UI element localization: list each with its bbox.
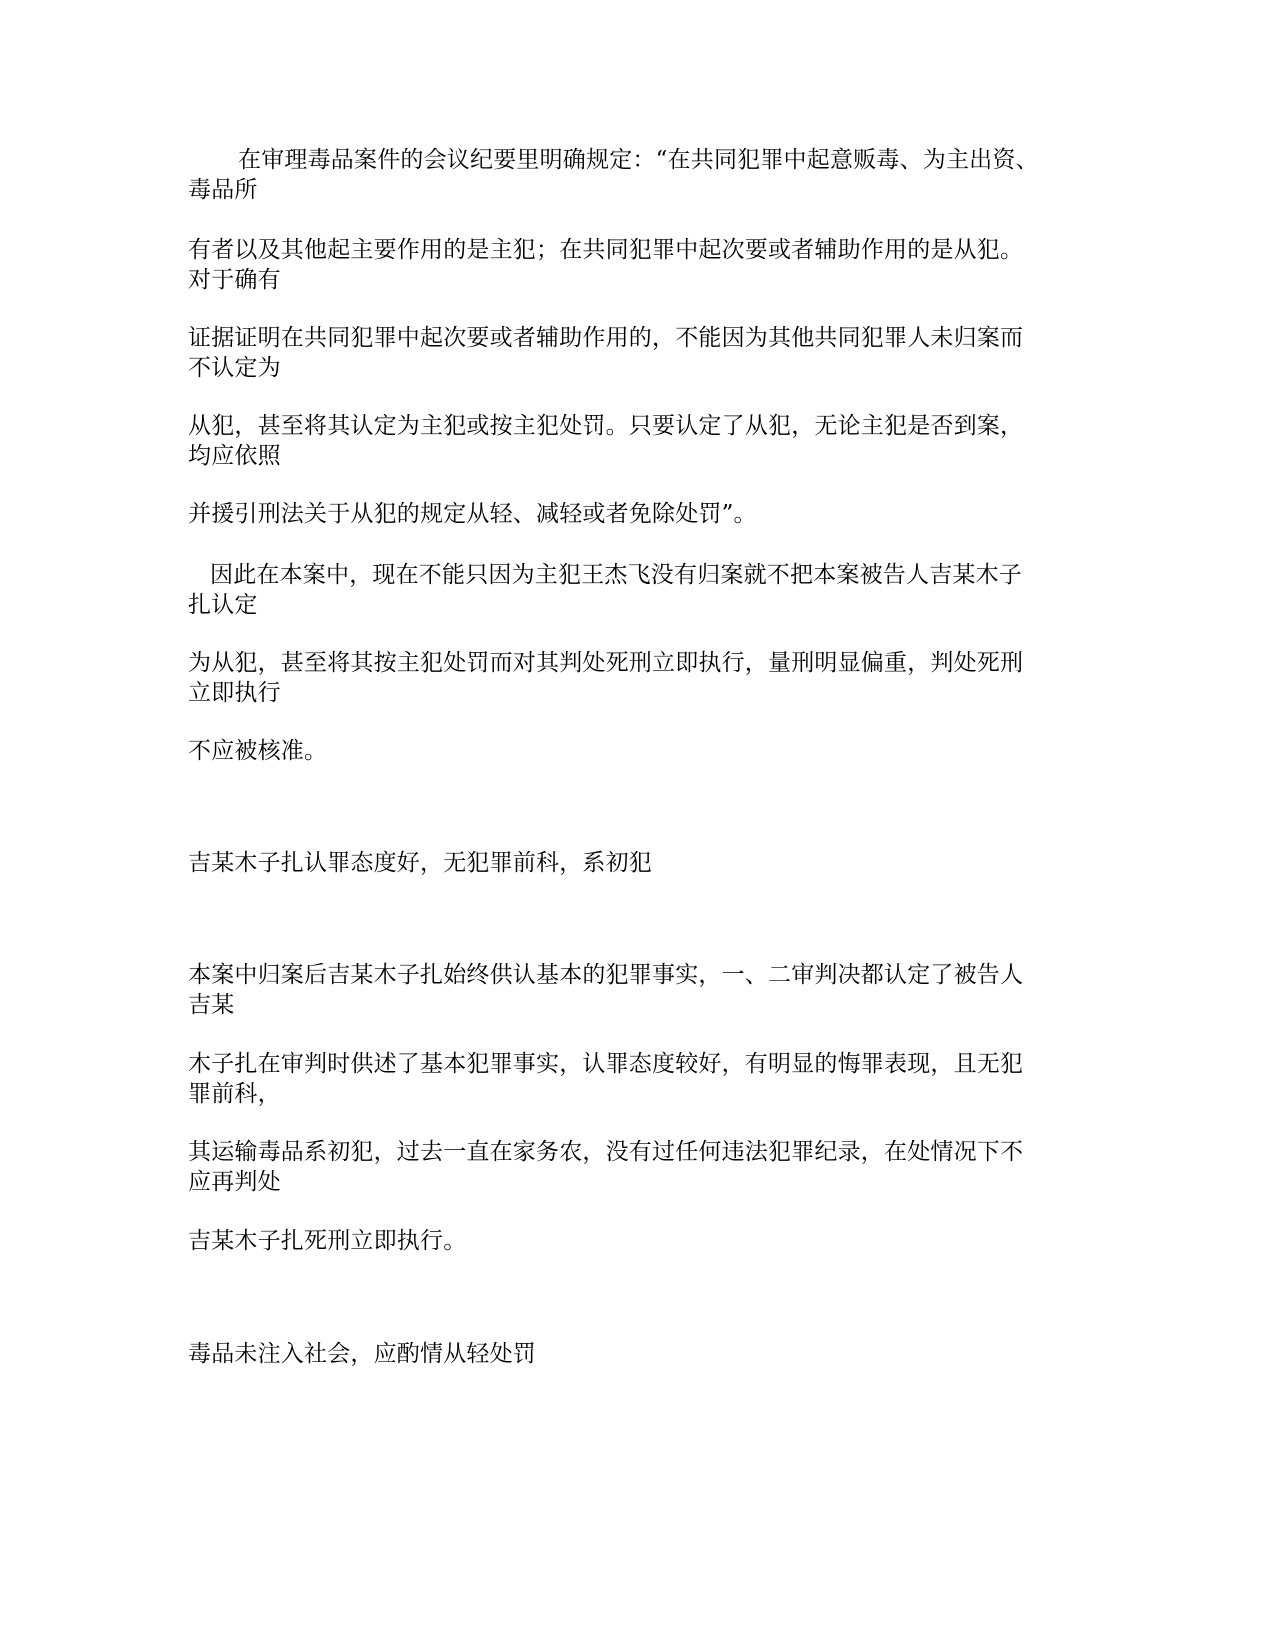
paragraph-line: 吉某木子扎死刑立即执行。: [188, 1228, 467, 1254]
paragraph-line: 均应依照: [188, 443, 281, 469]
section-heading: 毒品未注入社会，应酌情从轻处罚: [188, 1341, 536, 1367]
paragraph-line: 其运输毒品系初犯，过去一直在家务农，没有过任何违法犯罪纪录，在处情况下不: [188, 1139, 1024, 1165]
paragraph-line: 吉某: [188, 992, 235, 1018]
paragraph-line: 本案中归案后吉某木子扎始终供认基本的犯罪事实，一、二审判决都认定了被告人: [188, 962, 1024, 988]
paragraph-line: 对于确有: [188, 267, 281, 293]
paragraph-line: 证据证明在共同犯罪中起次要或者辅助作用的，不能因为其他共同犯罪人未归案而: [188, 325, 1024, 351]
paragraph-line: 扎认定: [188, 592, 258, 618]
paragraph-line: 因此在本案中，现在不能只因为主犯王杰飞没有归案就不把本案被告人吉某木子: [210, 562, 1022, 588]
paragraph-line: 立即执行: [188, 680, 281, 706]
paragraph-line: 罪前科，: [188, 1081, 281, 1107]
paragraph-line: 为从犯，甚至将其按主犯处罚而对其判处死刑立即执行，量刑明显偏重，判处死刑: [188, 650, 1024, 676]
paragraph-line: 并援引刑法关于从犯的规定从轻、减轻或者免除处罚”。: [188, 501, 757, 527]
paragraph-line: 不应被核准。: [188, 738, 328, 764]
paragraph-line: 在审理毒品案件的会议纪要里明确规定：“在共同犯罪中起意贩毒、为主出资、: [238, 147, 1039, 173]
paragraph-line: 应再判处: [188, 1169, 281, 1195]
paragraph-line: 有者以及其他起主要作用的是主犯；在共同犯罪中起次要或者辅助作用的是从犯。: [188, 237, 1024, 263]
paragraph-line: 毒品所: [188, 177, 258, 203]
section-heading: 吉某木子扎认罪态度好，无犯罪前科，系初犯: [188, 850, 652, 876]
paragraph-line: 从犯，甚至将其认定为主犯或按主犯处罚。只要认定了从犯，无论主犯是否到案，: [188, 413, 1024, 439]
paragraph-line: 不认定为: [188, 355, 281, 381]
paragraph-line: 木子扎在审判时供述了基本犯罪事实，认罪态度较好，有明显的悔罪表现，且无犯: [188, 1051, 1024, 1077]
